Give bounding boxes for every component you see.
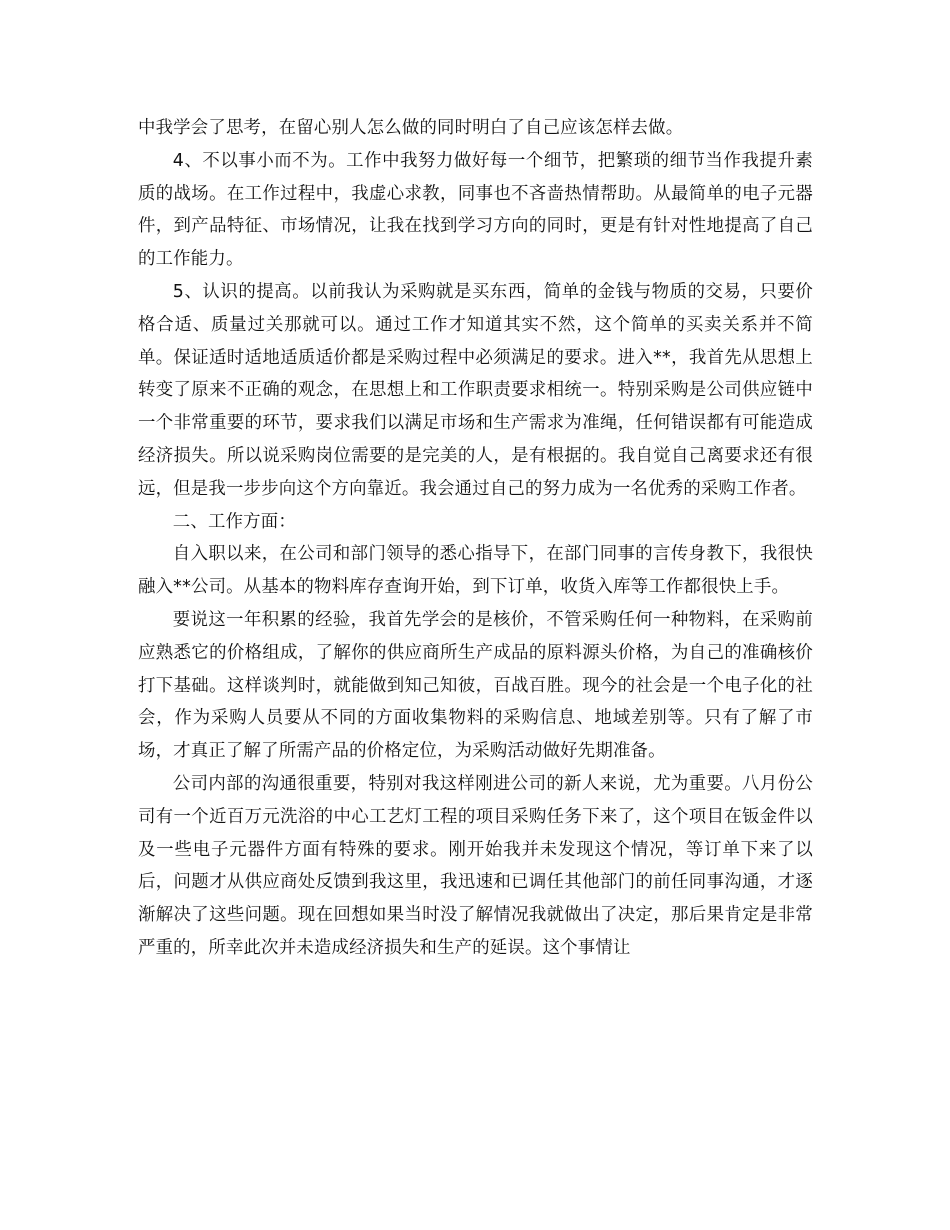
- paragraph: 中我学会了思考，在留心别人怎么做的同时明白了自己应该怎样去做。: [138, 118, 684, 138]
- paragraph: 4、不以事小而不为。工作中我努力做好每一个细节，把繁琐的细节当作我提升素质的战场。在工作过程中，我虚心求教，同事也不吝啬热情帮助。从最简单的电子元器件，到产品特征、市场情况，让我在找到学习方向的同时，更是有针对性地提高了自己的工作能力。: [138, 150, 813, 270]
- section-heading: 二、工作方面：: [172, 511, 296, 532]
- paragraph: 公司内部的沟通很重要，特别对我这样刚进公司的新人来说，尤为重要。八月份公司有一个近百万元洗浴的中心工艺灯工程的项目采购任务下来了，这个项目在钣金件以及一些电子元器件方面有特殊的要求。刚开始我并未发现这个情况，等订单下来了以后，问题才从供应商处反馈到我这里，我迅速和已调任其他部门的前任同事沟通，才逐渐解决了这些问题。现在回想如果当时没了解情况我就做出了决定，那后果肯定是非常严重的，所幸此次并未造成经济损失和生产的延误。这个事情让: [138, 773, 813, 958]
- paragraph: 5、认识的提高。以前我认为采购就是买东西，简单的金钱与物质的交易，只要价格合适、质量过关那就可以。通过工作才知道其实不然，这个简单的买卖关系并不简单。保证适时适地适质适价都是采购过程中必须满足的要求。进入**，我首先从思想上转变了原来不正确的观念，在思想上和工作职责要求相统一。特别采购是公司供应链中一个非常重要的环节，要求我们以满足市场和生产需求为准绳，任何错误都有可能造成经济损失。所以说采购岗位需要的是完美的人，是有根据的。我自觉自己离要求还有很远，但是我一步步向这个方向靠近。我会通过自己的努力成为一名优秀的采购工作者。: [138, 281, 813, 499]
- paragraph: 自入职以来，在公司和部门领导的悉心指导下，在部门同事的言传身教下，我很快融入**公司。从基本的物料库存查询开始，到下订单，收货入库等工作都很快上手。: [138, 544, 813, 598]
- paragraph: 要说这一年积累的经验，我首先学会的是核价，不管采购任何一种物料，在采购前应熟悉它的价格组成，了解你的供应商所生产成品的原料源头价格，为自己的准确核价打下基础。这样谈判时，就能做到知己知彼，百战百胜。现今的社会是一个电子化的社会，作为采购人员要从不同的方面收集物料的采购信息、地域差别等。只有了解了市场，才真正了解了所需产品的价格定位，为采购活动做好先期准备。: [138, 609, 813, 762]
- document-body: [138, 112, 813, 965]
